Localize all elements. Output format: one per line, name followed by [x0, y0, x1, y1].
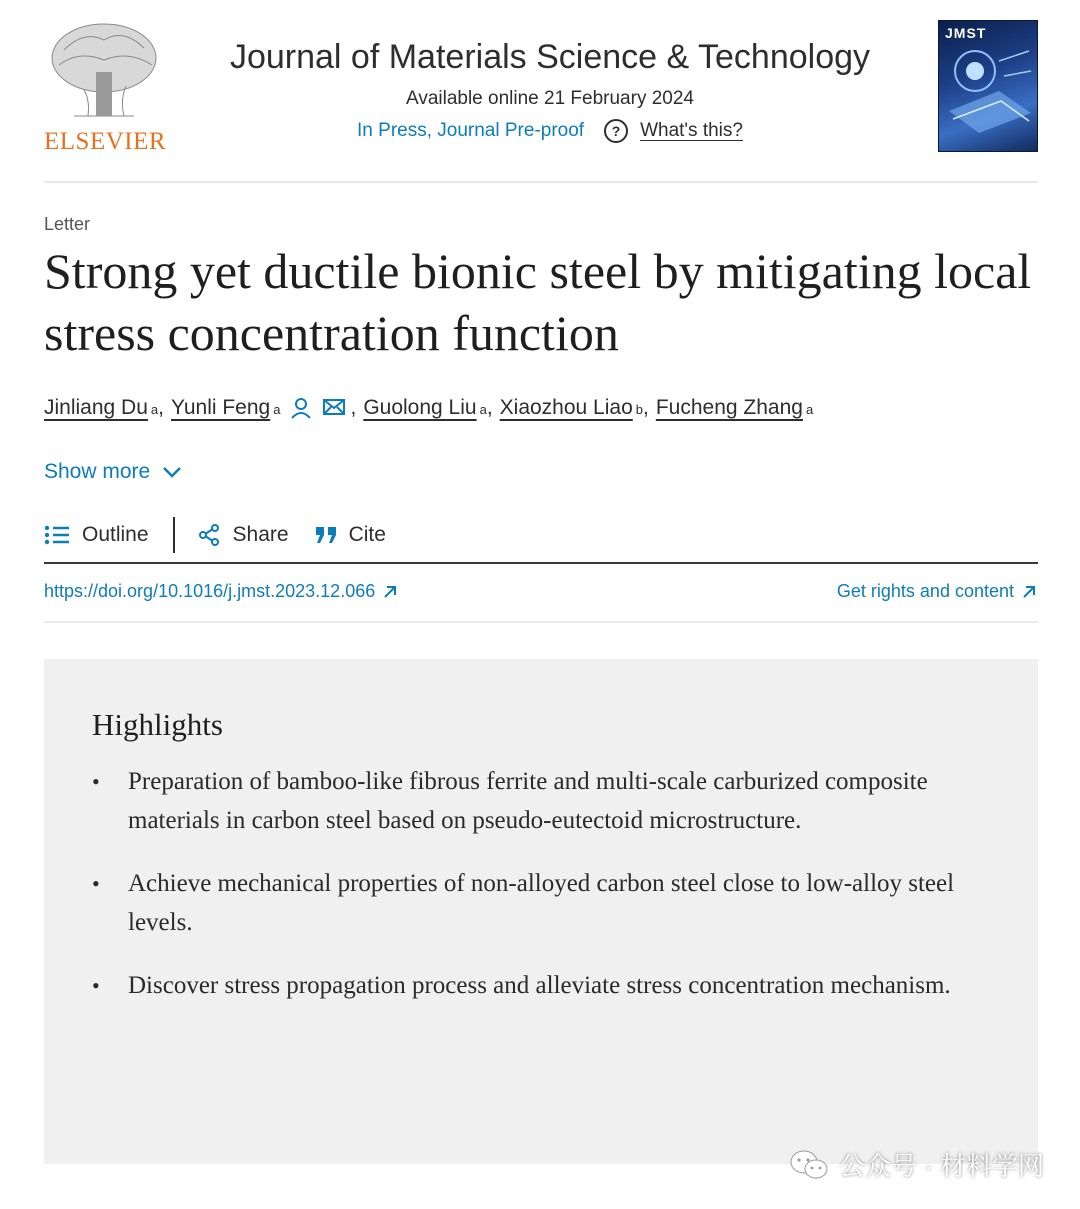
author-link[interactable]: Guolong Liu [363, 396, 477, 419]
whats-this-link[interactable] [604, 119, 743, 143]
author-separator: , [486, 396, 493, 419]
author-link[interactable]: Jinliang Du [44, 396, 148, 419]
watermark [789, 1146, 1044, 1183]
doi-label: https://doi.org/10.1016/j.jmst.2023.12.066 [44, 581, 376, 601]
highlights-section [44, 659, 1038, 1164]
share-button[interactable] [197, 523, 289, 547]
affiliation-marker[interactable]: b [635, 402, 643, 417]
doi-link[interactable] [44, 581, 397, 602]
show-more-button[interactable] [44, 460, 182, 484]
author-list [44, 396, 1038, 420]
corresponding-author-icons [290, 397, 346, 419]
quote-icon [315, 525, 337, 545]
share-label: Share [232, 523, 289, 546]
available-online-date: Available online 21 February 2024 [405, 88, 694, 109]
highlight-item: • Discover stress propagation process and alleviate stress concentration mechanism. [92, 966, 972, 1005]
author-link[interactable]: Yunli Feng [170, 396, 271, 419]
rights-label: Get rights and content [836, 581, 1014, 601]
journal-cover-thumbnail[interactable] [938, 20, 1038, 152]
in-press-link[interactable]: In Press, Journal Pre-proof [357, 120, 585, 141]
person-icon[interactable] [290, 397, 312, 419]
external-link-arrow-icon [1022, 585, 1036, 599]
cite-label: Cite [348, 523, 386, 546]
article-title: Strong yet ductile bionic steel by mitigating local stress concentration function [44, 243, 1032, 361]
whats-this-label: What's this? [640, 120, 743, 141]
rights-link[interactable] [837, 581, 1036, 602]
author-separator: , [643, 396, 649, 419]
show-more-label: Show more [44, 460, 151, 483]
press-status-line [200, 119, 900, 143]
help-circle-icon: ? [604, 119, 628, 143]
toolbar-divider [173, 517, 175, 553]
article-type: Letter [44, 214, 91, 234]
cover-label: JMST [945, 25, 987, 41]
outline-label: Outline [82, 523, 149, 546]
elsevier-tree-icon [44, 20, 164, 125]
highlight-item: • Preparation of bamboo-like fibrous ferrite and multi-scale carburized composite materials in carbon steel based on pseudo-eutectoid microstructure. [92, 762, 972, 840]
header-divider [44, 181, 1038, 183]
links-divider [44, 621, 1038, 623]
author-separator: , [158, 396, 164, 419]
author-link[interactable]: Fucheng Zhang [655, 396, 803, 419]
wechat-icon [789, 1149, 829, 1181]
author-link[interactable]: Xiaozhou Liao [499, 396, 633, 419]
highlights-heading: Highlights [92, 707, 223, 742]
external-link-arrow-icon [383, 585, 397, 599]
article-toolbar [44, 515, 386, 555]
highlights-list [92, 762, 972, 1029]
journal-title[interactable]: Journal of Materials Science & Technology [229, 38, 871, 76]
author-separator: , [350, 396, 357, 419]
email-icon[interactable] [322, 397, 346, 419]
outline-button[interactable] [44, 523, 149, 547]
highlight-item: • Achieve mechanical properties of non-alloyed carbon steel close to low-alloy steel levels. [92, 864, 972, 942]
affiliation-marker[interactable]: a [273, 402, 281, 417]
affiliation-marker[interactable]: a [805, 402, 814, 417]
cite-button[interactable] [315, 523, 386, 547]
share-icon [197, 523, 221, 547]
list-icon [44, 524, 70, 546]
chevron-down-icon [162, 466, 182, 478]
watermark-text: 公众号 · 材料学网 [838, 1151, 1044, 1181]
affiliation-marker[interactable]: a [150, 402, 159, 417]
toolbar-underline [44, 562, 1038, 564]
affiliation-marker[interactable]: a [479, 402, 487, 417]
elsevier-wordmark: ELSEVIER [44, 128, 167, 155]
